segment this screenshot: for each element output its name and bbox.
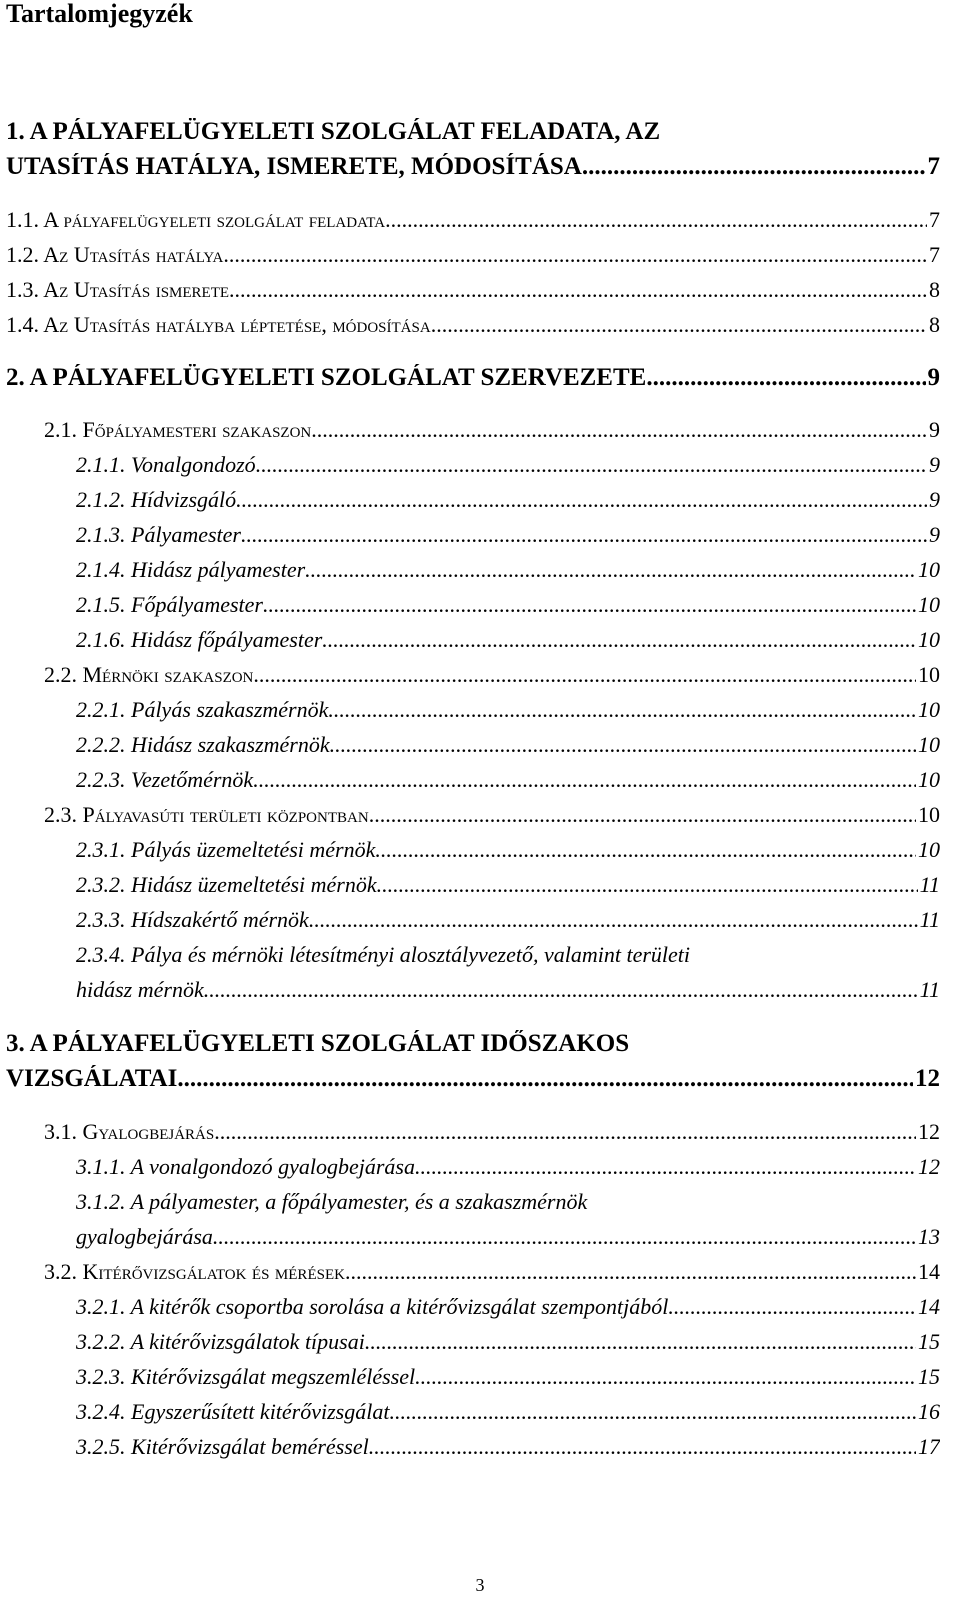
toc-leader-dots bbox=[369, 1434, 916, 1460]
toc-entry-text: 2.2.3. Vezetőmérnök bbox=[76, 767, 254, 792]
toc-entry-3-1-1[interactable] bbox=[76, 1154, 940, 1180]
toc-entry-1-4[interactable] bbox=[6, 312, 940, 338]
toc-page-number: 9 bbox=[929, 487, 940, 512]
toc-page-number: 15 bbox=[918, 1364, 940, 1389]
toc-page-number: 14 bbox=[918, 1259, 940, 1284]
toc-page-number: 15 bbox=[918, 1329, 940, 1354]
toc-entry-text: 3.2.4. Egyszerűsített kitérővizsgálat bbox=[76, 1399, 390, 1424]
toc-entry-2-3-2[interactable] bbox=[76, 872, 940, 898]
toc-leader-dots bbox=[214, 1119, 916, 1145]
toc-leader-dots bbox=[305, 557, 916, 583]
toc-entry-text: 2.3. Pályavasúti területi központban bbox=[44, 802, 369, 827]
toc-page-number: 7 bbox=[929, 207, 940, 232]
toc-leader-dots bbox=[177, 1065, 913, 1093]
toc-entry-text: 3.2.2. A kitérővizsgálatok típusai bbox=[76, 1329, 365, 1354]
toc-page-number: 10 bbox=[918, 732, 940, 757]
toc-leader-dots bbox=[204, 977, 918, 1003]
toc-entry-2-2[interactable] bbox=[44, 662, 940, 688]
toc-page-number: 12 bbox=[918, 1119, 940, 1144]
toc-entry-2-3-4-line1: 2.3.4. Pálya és mérnöki létesítményi alosztályvezető, valamint területi bbox=[76, 942, 691, 967]
toc-entry-3[interactable] bbox=[6, 1065, 940, 1093]
page-title: Tartalomjegyzék bbox=[6, 0, 193, 28]
toc-leader-dots bbox=[253, 662, 916, 688]
toc-page-number: 9 bbox=[929, 452, 940, 477]
toc-leader-dots bbox=[328, 697, 916, 723]
toc-entry-2-2-3[interactable] bbox=[76, 767, 940, 793]
toc-entry-text: 2.2. Mérnöki szakaszon bbox=[44, 662, 254, 687]
toc-entry-text: 2.3.3. Hídszakértő mérnök bbox=[76, 907, 309, 932]
toc-leader-dots bbox=[263, 592, 916, 618]
toc-leader-dots bbox=[322, 627, 916, 653]
toc-page-number: 8 bbox=[929, 277, 940, 302]
toc-entry-text: 2.1.3. Pályamester bbox=[76, 522, 241, 547]
toc-leader-dots bbox=[229, 277, 927, 303]
toc-entry-text: 3.1. Gyalogbejárás bbox=[44, 1119, 215, 1144]
toc-page-number: 8 bbox=[929, 312, 940, 337]
toc-leader-dots bbox=[236, 487, 927, 513]
toc-page-number: 7 bbox=[927, 153, 940, 180]
toc-entry-text: 2.1.4. Hidász pályamester bbox=[76, 557, 306, 582]
toc-leader-dots bbox=[375, 837, 916, 863]
toc-page-number: 11 bbox=[919, 977, 940, 1002]
toc-entry-2-2-2[interactable] bbox=[76, 732, 940, 758]
toc-leader-dots bbox=[256, 452, 927, 478]
toc-entry-2-3-3[interactable] bbox=[76, 907, 940, 933]
toc-entry-2-1-3[interactable] bbox=[76, 522, 940, 548]
toc-leader-dots bbox=[253, 767, 916, 793]
toc-entry-2-2-1[interactable] bbox=[76, 697, 940, 723]
toc-entry-text: 1.4. Az Utasítás hatályba léptetése, módosítása bbox=[6, 312, 431, 337]
toc-entry-text: 2. A PÁLYAFELÜGYELETI SZOLGÁLAT SZERVEZETE bbox=[6, 364, 647, 391]
toc-entry-text: 2.1.2. Hídvizsgáló bbox=[76, 487, 237, 512]
toc-leader-dots bbox=[415, 1154, 916, 1180]
toc-entry-1-line1: 1. A PÁLYAFELÜGYELETI SZOLGÁLAT FELADATA, AZ bbox=[6, 118, 661, 145]
toc-page-number: 10 bbox=[918, 557, 940, 582]
toc-page-number: 10 bbox=[918, 592, 940, 617]
toc-page-number: 14 bbox=[918, 1294, 940, 1319]
toc-entry-text: 3.2.3. Kitérővizsgálat megszemléléssel bbox=[76, 1364, 416, 1389]
toc-entry-text: 2.1.5. Főpályamester bbox=[76, 592, 263, 617]
toc-entry-text: 2.2.1. Pályás szakaszmérnök bbox=[76, 697, 329, 722]
toc-leader-dots bbox=[241, 522, 927, 548]
toc-leader-dots bbox=[389, 1399, 916, 1425]
toc-entry-2-1[interactable] bbox=[44, 417, 940, 443]
toc-page-number: 9 bbox=[927, 364, 940, 391]
toc-leader-dots bbox=[223, 242, 927, 268]
toc-leader-dots bbox=[415, 1364, 916, 1390]
toc-entry-text: 3.1.1. A vonalgondozó gyalogbejárása bbox=[76, 1154, 415, 1179]
toc-entry-text: VIZSGÁLATAI bbox=[6, 1065, 178, 1092]
toc-entry-3-2-4[interactable] bbox=[76, 1399, 940, 1425]
toc-leader-dots bbox=[377, 872, 918, 898]
toc-entry-2-3-4[interactable] bbox=[76, 977, 940, 1003]
toc-leader-dots bbox=[330, 732, 916, 758]
toc-entry-text: 1.1. A pályafelügyeleti szolgálat feladata bbox=[6, 207, 386, 232]
toc-entry-1-1[interactable] bbox=[6, 207, 940, 233]
toc-entry-1[interactable] bbox=[6, 153, 940, 181]
toc-entry-3-2-5[interactable] bbox=[76, 1434, 940, 1460]
toc-entry-text: 2.3.1. Pályás üzemeltetési mérnök bbox=[76, 837, 376, 862]
toc-entry-3-1-2-line1: 3.1.2. A pályamester, a főpályamester, és a szakaszmérnök bbox=[76, 1189, 588, 1214]
toc-entry-text: 2.1.1. Vonalgondozó bbox=[76, 452, 256, 477]
toc-entry-3-2-1[interactable] bbox=[76, 1294, 940, 1320]
toc-entry-text: 3.2.5. Kitérővizsgálat beméréssel bbox=[76, 1434, 369, 1459]
toc-entry-text: 3.2.1. A kitérők csoportba sorolása a kitérővizsgálat szempontjából bbox=[76, 1294, 669, 1319]
toc-leader-dots bbox=[385, 207, 927, 233]
toc-leader-dots bbox=[213, 1224, 916, 1250]
toc-page-number: 7 bbox=[929, 242, 940, 267]
toc-entry-2[interactable] bbox=[6, 364, 940, 392]
toc-entry-1-2[interactable] bbox=[6, 242, 940, 268]
toc-leader-dots bbox=[582, 153, 926, 181]
toc-entry-text: 2.3.2. Hidász üzemeltetési mérnök bbox=[76, 872, 377, 897]
toc-entry-2-3[interactable] bbox=[44, 802, 940, 828]
toc-entry-3-2-3[interactable] bbox=[76, 1364, 940, 1390]
toc-entry-1-3[interactable] bbox=[6, 277, 940, 303]
toc-entry-text: 1.3. Az Utasítás ismerete bbox=[6, 277, 230, 302]
toc-entry-3-1-2[interactable] bbox=[76, 1224, 940, 1250]
toc-page-number: 12 bbox=[918, 1154, 940, 1179]
toc-entry-2-1-1[interactable] bbox=[76, 452, 940, 478]
toc-entry-text: hidász mérnök bbox=[76, 977, 204, 1002]
toc-entry-2-1-6[interactable] bbox=[76, 627, 940, 653]
toc-entry-text: 2.1. Főpályamesteri szakaszon bbox=[44, 417, 312, 442]
toc-entry-2-1-5[interactable] bbox=[76, 592, 940, 618]
page-number: 3 bbox=[475, 1575, 485, 1595]
toc-entry-text: UTASÍTÁS HATÁLYA, ISMERETE, MÓDOSÍTÁSA bbox=[6, 153, 582, 180]
toc-entry-3-1[interactable] bbox=[44, 1119, 940, 1145]
toc-leader-dots bbox=[431, 312, 927, 338]
toc-entry-text: 2.1.6. Hidász főpályamester bbox=[76, 627, 323, 652]
toc-page-number: 10 bbox=[918, 837, 940, 862]
toc-page-number: 10 bbox=[918, 662, 940, 687]
toc-page-number: 10 bbox=[918, 697, 940, 722]
toc-leader-dots bbox=[345, 1259, 916, 1285]
toc-page-number: 9 bbox=[929, 417, 940, 442]
toc-page-number: 11 bbox=[919, 907, 940, 932]
toc-page-number: 10 bbox=[918, 627, 940, 652]
toc-entry-text: gyalogbejárása bbox=[76, 1224, 213, 1249]
toc-page-number: 17 bbox=[918, 1434, 940, 1459]
toc-leader-dots bbox=[309, 907, 918, 933]
toc-leader-dots bbox=[646, 364, 925, 392]
toc-entry-text: 1.2. Az Utasítás hatálya bbox=[6, 242, 224, 267]
toc-entry-text: 3.2. Kitérővizsgálatok és mérések bbox=[44, 1259, 345, 1284]
toc-leader-dots bbox=[311, 417, 927, 443]
toc-page-number: 11 bbox=[919, 872, 940, 897]
toc-leader-dots bbox=[365, 1329, 916, 1355]
toc-leader-dots bbox=[668, 1294, 916, 1320]
toc-page-number: 9 bbox=[929, 522, 940, 547]
toc-entry-3-line1: 3. A PÁLYAFELÜGYELETI SZOLGÁLAT IDŐSZAKOS bbox=[6, 1030, 630, 1057]
toc-entry-2-1-2[interactable] bbox=[76, 487, 940, 513]
toc-page-number: 10 bbox=[918, 802, 940, 827]
toc-page-number: 12 bbox=[915, 1065, 940, 1092]
toc-leader-dots bbox=[369, 802, 916, 828]
toc-entry-2-1-4[interactable] bbox=[76, 557, 940, 583]
toc-page-number: 13 bbox=[918, 1224, 940, 1249]
toc-page-number: 16 bbox=[918, 1399, 940, 1424]
toc-entry-text: 2.2.2. Hidász szakaszmérnök bbox=[76, 732, 330, 757]
toc-entry-2-3-1[interactable] bbox=[76, 837, 940, 863]
toc-entry-3-2[interactable] bbox=[44, 1259, 940, 1285]
toc-page-number: 10 bbox=[918, 767, 940, 792]
toc-entry-3-2-2[interactable] bbox=[76, 1329, 940, 1355]
